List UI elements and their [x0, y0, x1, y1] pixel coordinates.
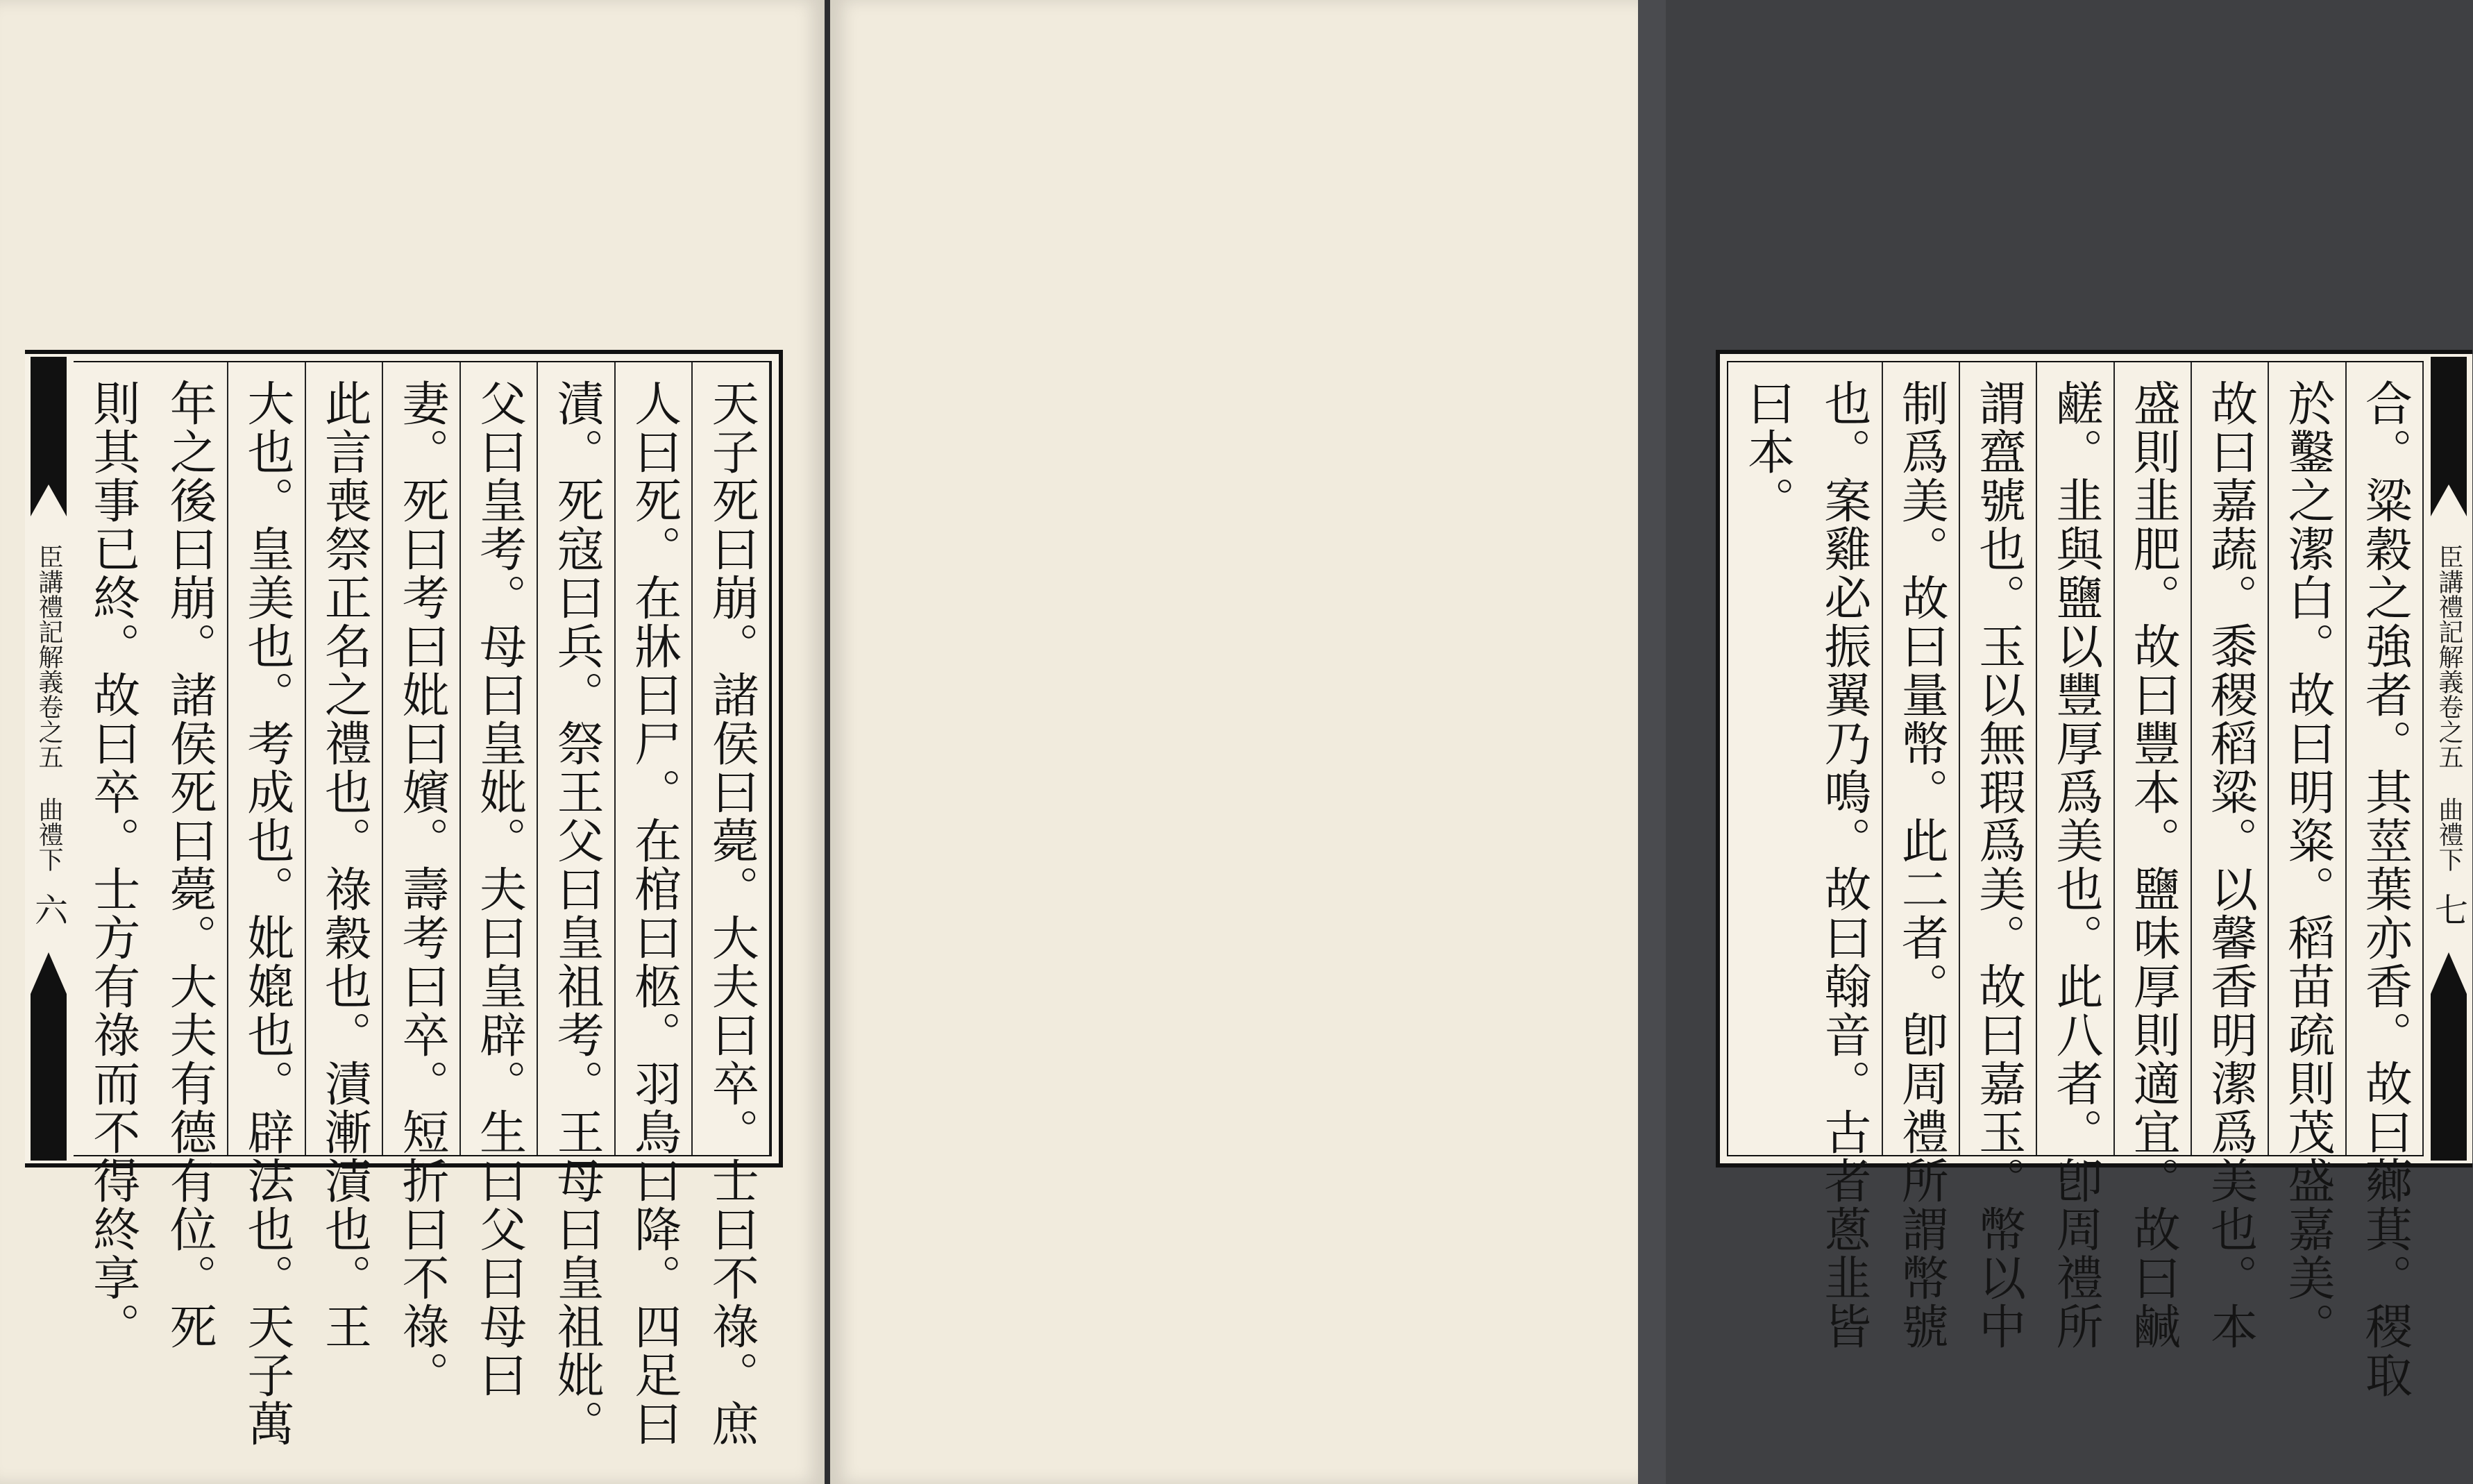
fish-tail-mark-bottom — [31, 952, 67, 1161]
left-page — [0, 0, 825, 1484]
text-column — [461, 362, 539, 1399]
text-column — [693, 362, 770, 1448]
column-text: 盛則韭肥。故曰豐本。鹽味厚則適宜。故曰鹹 — [2125, 379, 2181, 1351]
fish-tail-mark-top — [2431, 357, 2467, 516]
left-page-number: 六 — [28, 893, 68, 926]
right-page — [830, 0, 2468, 1484]
column-text: 此言喪祭正名之禮也。祿穀也。漬漸漬也。王 — [316, 379, 372, 1351]
text-column — [74, 362, 151, 1351]
left-text-columns — [74, 362, 770, 1448]
right-page-center-strip — [2428, 354, 2470, 1163]
left-page-center-strip — [28, 354, 69, 1163]
text-column — [2115, 362, 2192, 1351]
text-column — [383, 362, 461, 1399]
column-text: 大也。皇美也。考成也。妣媲也。辟法也。天子萬 — [239, 379, 294, 1448]
column-text: 鹺。韭與鹽以豐厚爲美也。此八者。卽周禮所 — [2048, 379, 2103, 1351]
column-text: 於鑿之潔白。故曰明粢。稻苗疏則茂盛嘉美。 — [2279, 379, 2335, 1351]
left-center-title: 臣講禮記解義卷之五 — [35, 544, 63, 769]
column-text: 父曰皇考。母曰皇妣。夫曰皇辟。生曰父曰母曰 — [471, 379, 527, 1399]
right-page-number: 七 — [2429, 893, 2468, 926]
text-column — [2192, 362, 2269, 1351]
book-gutter — [825, 0, 830, 1484]
column-text: 則其事已終。故曰卒。士方有祿而不得終享。 — [85, 379, 140, 1351]
column-text: 謂齍號也。玉以無瑕爲美。故曰嘉玉。幣以中 — [1970, 379, 2026, 1351]
right-text-frame — [1727, 361, 2424, 1399]
column-text: 人曰死。在牀曰尸。在棺曰柩。羽鳥曰降。四足曰 — [626, 379, 682, 1448]
column-text: 妻。死曰考曰妣曰嬪。壽考曰卒。短折曰不祿。 — [394, 379, 449, 1399]
left-text-frame — [74, 361, 772, 1448]
left-center-chapter: 曲禮下 — [35, 797, 63, 872]
right-center-title: 臣講禮記解義卷之五 — [2435, 544, 2463, 769]
column-text: 天子死曰崩。諸侯曰薨。大夫曰卒。士曰不祿。庶 — [704, 379, 759, 1448]
text-column — [306, 362, 384, 1351]
text-column — [1883, 362, 1960, 1351]
text-column — [616, 362, 693, 1448]
right-center-chapter: 曲禮下 — [2435, 797, 2463, 872]
column-text: 制爲美。故曰量幣。此二者。卽周禮所謂幣號 — [1893, 379, 1949, 1351]
column-text: 曰本。 — [1739, 379, 1795, 525]
text-column — [538, 362, 616, 1448]
left-text-block — [25, 350, 783, 1448]
column-text: 年之後曰崩。諸侯死曰薨。大夫有德有位。死 — [162, 379, 217, 1351]
column-text: 故曰嘉蔬。黍稷稻粱。以馨香明潔爲美也。本 — [2202, 379, 2258, 1351]
text-column — [151, 362, 229, 1351]
text-column — [228, 362, 306, 1448]
right-text-block — [1716, 350, 2472, 1399]
background-edge — [1638, 0, 1666, 1484]
text-column — [2347, 362, 2424, 1399]
right-text-columns — [1728, 362, 2424, 1399]
text-column — [1728, 362, 1805, 1155]
text-column — [2037, 362, 2114, 1351]
text-column — [1960, 362, 2037, 1351]
text-column — [1805, 362, 1882, 1351]
fish-tail-mark-bottom — [2431, 952, 2467, 1161]
fish-tail-mark-top — [31, 357, 67, 516]
text-column — [2269, 362, 2346, 1351]
column-text: 漬。死寇曰兵。祭王父曰皇祖考。王母曰皇祖妣。 — [549, 379, 605, 1448]
column-text: 合。粱穀之強者。其莖葉亦香。故曰薌萁。稷取 — [2357, 379, 2413, 1399]
column-text: 也。案雞必振翼乃鳴。故曰翰音。古者蔥韭皆 — [1816, 379, 1871, 1351]
